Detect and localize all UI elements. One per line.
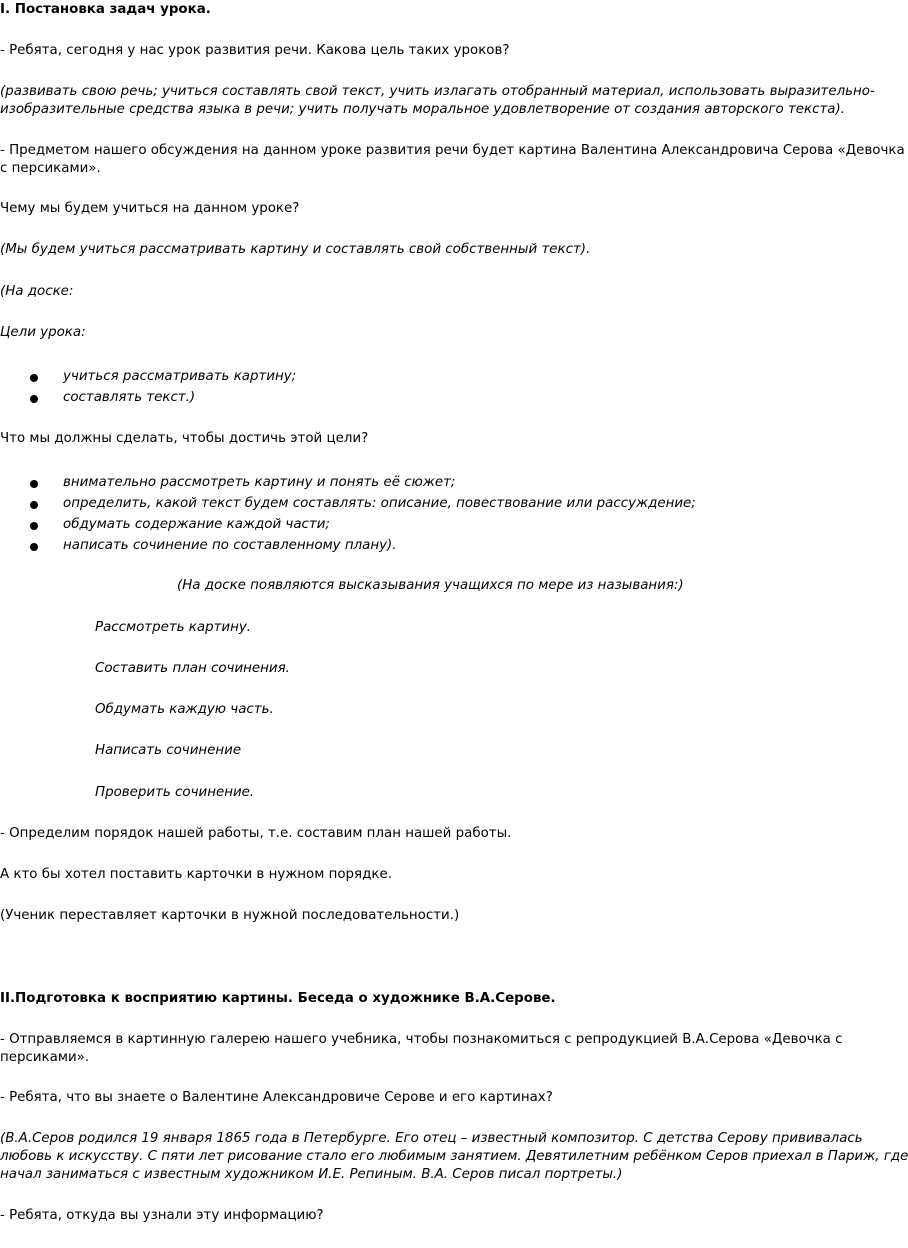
student-action: (Ученик переставляет карточки в нужной последовательности.) (0, 908, 460, 923)
plan-card: Написать сочинение (95, 743, 242, 758)
bullet-icon (30, 522, 38, 530)
plan-card: Обдумать каждую часть. (95, 702, 274, 717)
section-2-heading: II.Подготовка к восприятию картины. Беседа о художнике В.А.Серове. (0, 991, 556, 1006)
todo-item: определить, какой текст будем составлять: описание, повествование или рассуждение; (63, 496, 696, 511)
todo-item: внимательно рассмотреть картину и понять её сюжет; (63, 475, 456, 490)
answer-goal-line-2: изобразительные средства языка в речи; учить получать моральное удовлетворение от создания авторского текста). (0, 102, 845, 117)
bullet-icon (30, 543, 38, 551)
goal-item: составлять текст.) (63, 390, 196, 405)
answer-what-learn: (Мы будем учиться рассматривать картину и составлять свой собственный текст). (0, 242, 591, 257)
biography-line-1: (В.А.Серов родился 19 января 1865 года в Петербурге. Его отец – известный композитор. С детства Серову прививалась (0, 1131, 863, 1146)
board-note: (На доске появляются высказывания учащихся по мере из называния:) (177, 578, 684, 593)
subject-line-2: с персиками». (0, 161, 101, 176)
goal-item: учиться рассматривать картину; (63, 369, 297, 384)
todo-item: обдумать содержание каждой части; (63, 517, 330, 532)
question-source: - Ребята, откуда вы узнали эту информацию? (0, 1208, 324, 1223)
biography-line-2: любовь к искусству. С пяти лет рисование стало его любимым занятием. Девятилетним ребёнком Серов приехал в Париж, где (0, 1149, 908, 1164)
cards-question: А кто бы хотел поставить карточки в нужном порядке. (0, 867, 392, 882)
plan-card: Рассмотреть картину. (95, 620, 252, 635)
question-what-to-do: Что мы должны сделать, чтобы достичь этой цели? (0, 431, 369, 446)
work-order: - Определим порядок нашей работы, т.е. составим план нашей работы. (0, 826, 512, 841)
on-board-label: (На доске: (0, 284, 74, 299)
gallery-line-1: - Отправляемся в картинную галерею нашего учебника, чтобы познакомиться с репродукцией В.А.Серова «Девочка с (0, 1032, 843, 1047)
answer-goal-line-1: (развивать свою речь; учиться составлять свой текст, учить излагать отобранный материал, использовать выразительно- (0, 84, 875, 99)
plan-card: Составить план сочинения. (95, 661, 290, 676)
gallery-line-2: персиками». (0, 1050, 90, 1065)
biography-line-3: начал заниматься с известным художником И.Е. Репиным. В.А. Серов писал портреты.) (0, 1167, 623, 1182)
bullet-icon (30, 374, 38, 382)
question-about-serov: - Ребята, что вы знаете о Валентине Александровиче Серове и его картинах? (0, 1090, 553, 1105)
bullet-icon (30, 395, 38, 403)
section-1-heading: I. Постановка задач урока. (0, 2, 211, 17)
plan-card: Проверить сочинение. (95, 785, 255, 800)
bullet-icon (30, 501, 38, 509)
subject-line-1: - Предметом нашего обсуждения на данном уроке развития речи будет картина Валентина Александровича Серова «Девочка (0, 143, 905, 158)
question-lesson-goal: - Ребята, сегодня у нас урок развития речи. Какова цель таких уроков? (0, 43, 510, 58)
question-what-learn: Чему мы будем учиться на данном уроке? (0, 201, 300, 216)
todo-item: написать сочинение по составленному плану). (63, 538, 397, 553)
bullet-icon (30, 480, 38, 488)
lesson-goals-label: Цели урока: (0, 325, 86, 340)
